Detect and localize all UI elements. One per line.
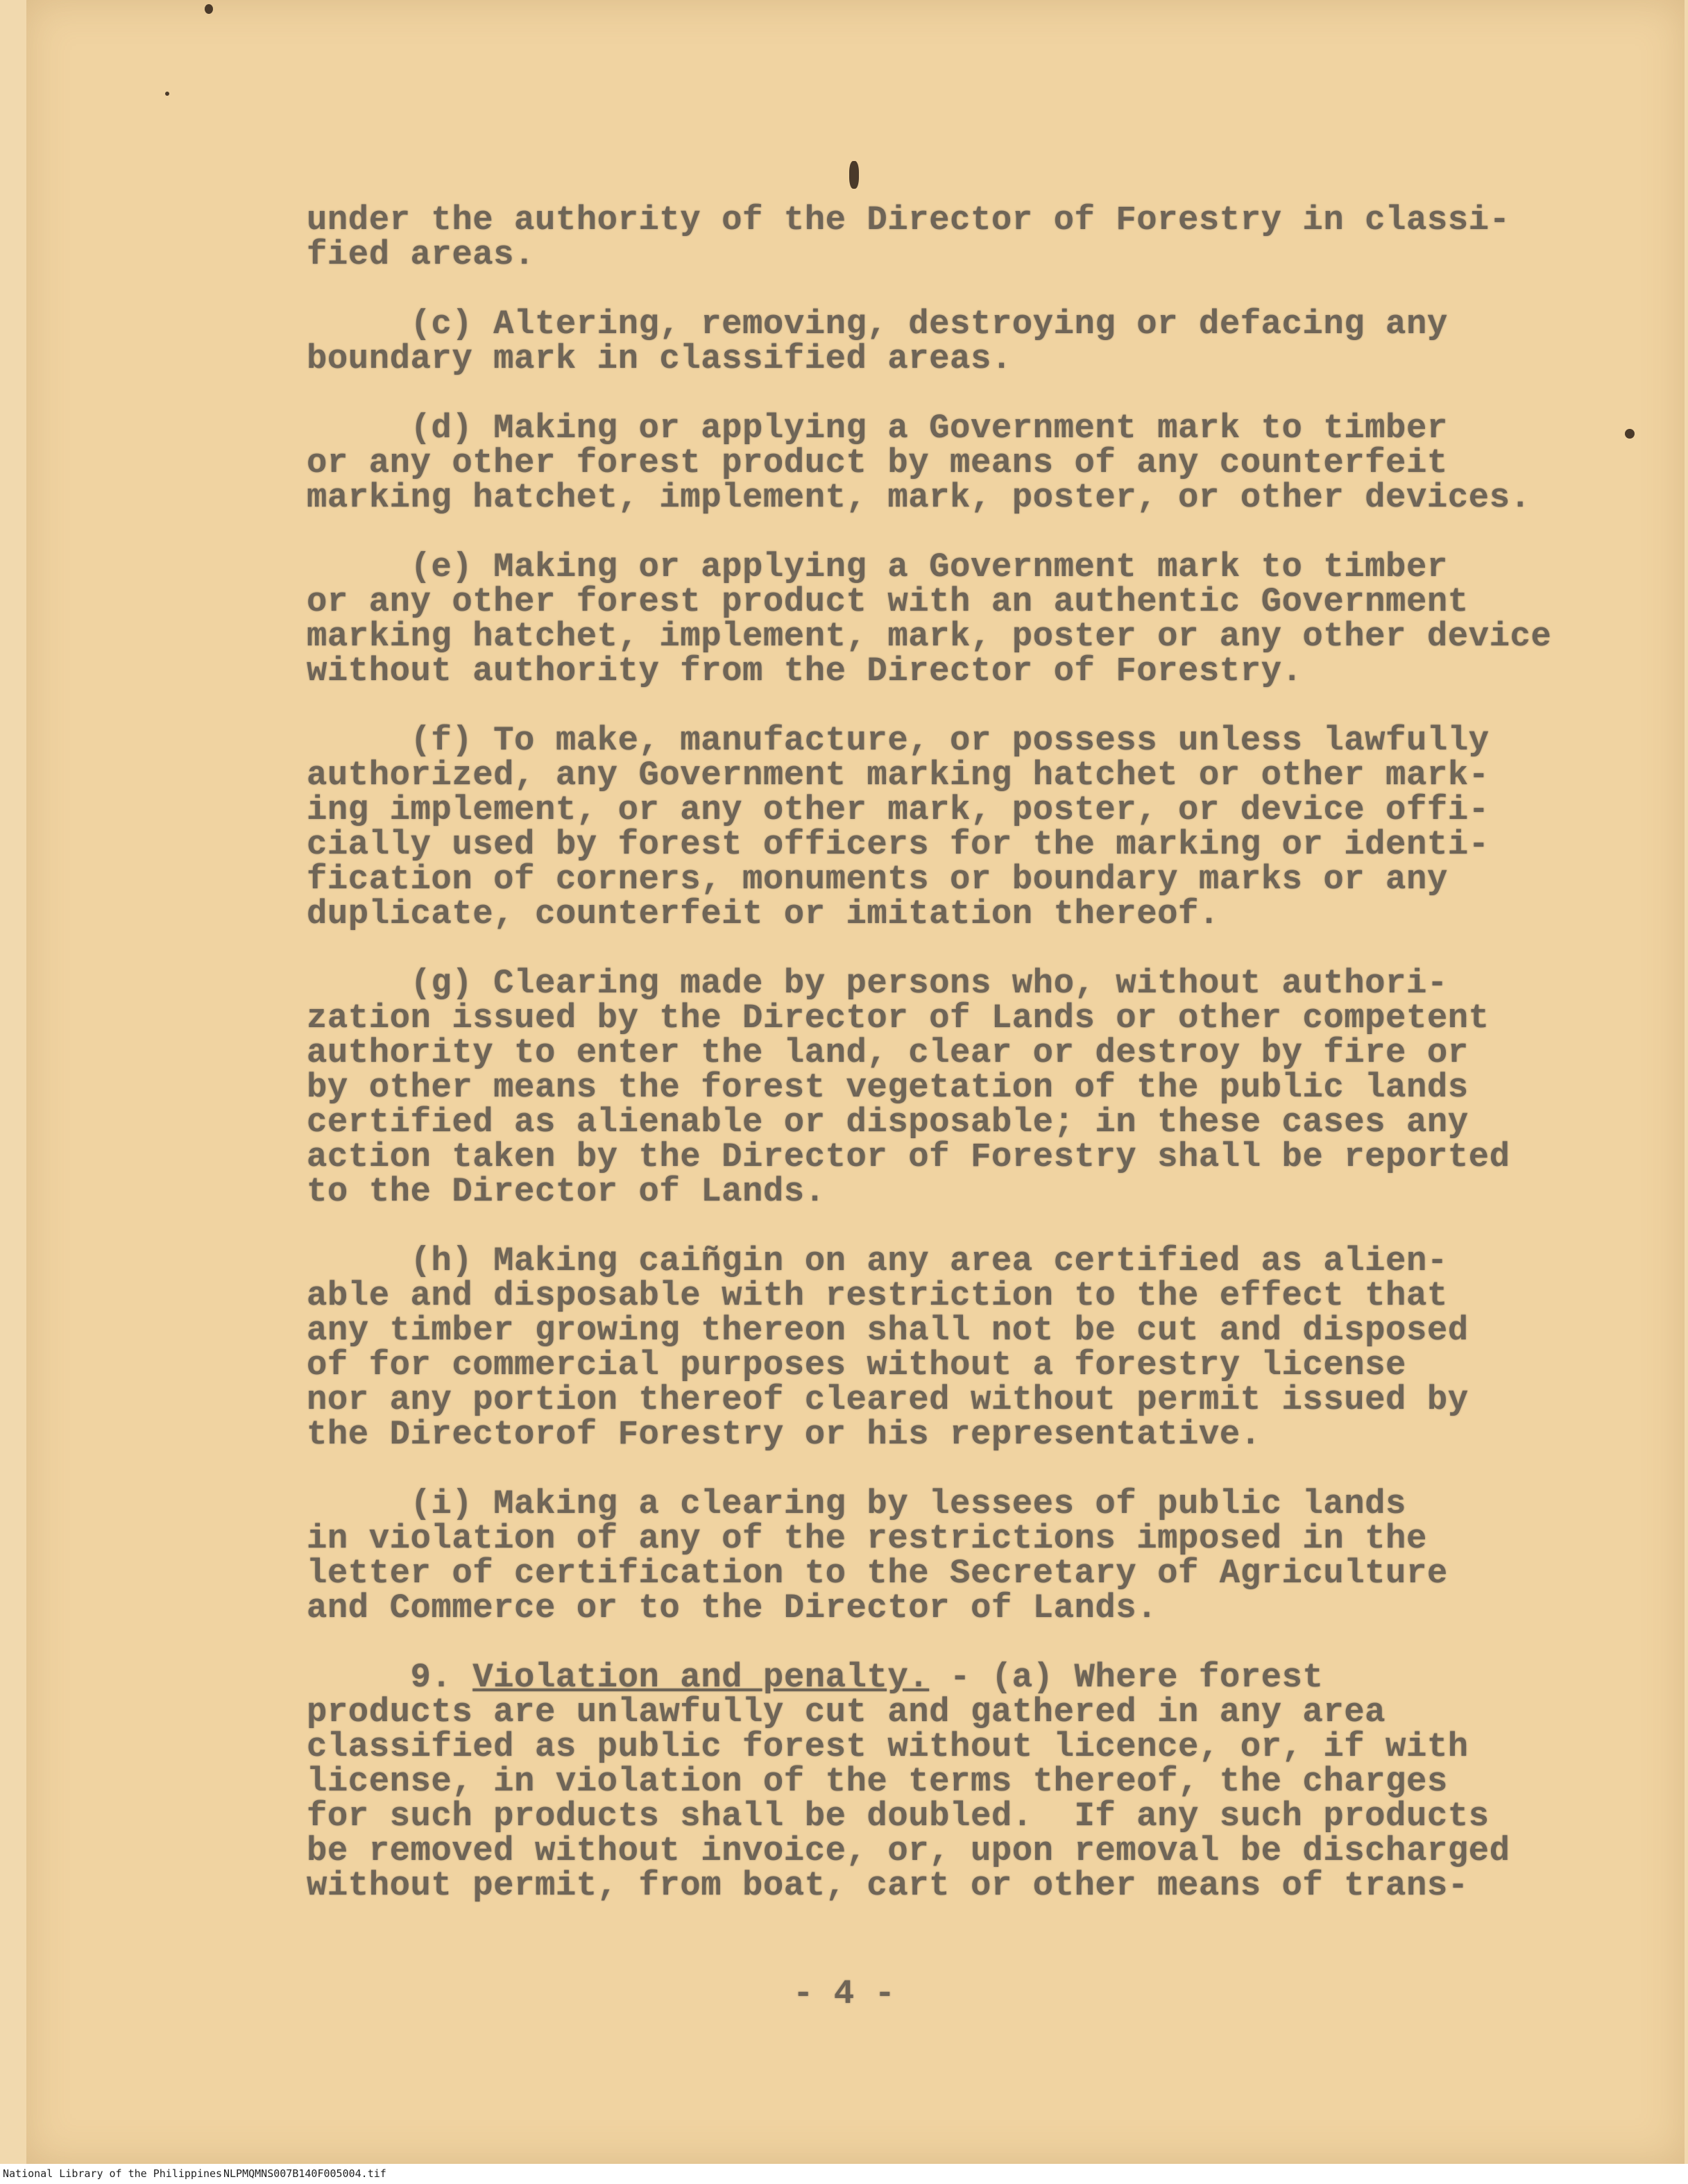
ink-speck [165, 92, 169, 96]
text-line: able and disposable with restriction to the effect that [307, 1276, 1448, 1315]
text-line: (h) Making caiñgin on any area certified as alien- [307, 1242, 1448, 1280]
text-line: without authority from the Director of Forestry. [307, 652, 1303, 691]
text-line: be removed without invoice, or, upon removal be discharged [307, 1831, 1510, 1870]
library-credit: National Library of the Philippines [3, 2167, 223, 2180]
text-line: without permit, from boat, cart or other means of trans- [307, 1866, 1469, 1905]
text-line: cially used by forest officers for the marking or identi- [307, 825, 1490, 864]
file-identifier: NLPMQMNS007B140F005004.tif [223, 2167, 386, 2180]
section-9-paragraph [307, 1660, 1569, 1903]
text-line: (g) Clearing made by persons who, without authori- [307, 964, 1448, 1003]
document-body [307, 203, 1569, 1938]
text-line: nor any portion thereof cleared without permit issued by [307, 1380, 1469, 1419]
paragraph [307, 966, 1569, 1209]
text-line: (i) Making a clearing by lessees of public lands [307, 1484, 1406, 1523]
text-line: under the authority of the Director of Forestry in classi- [307, 201, 1510, 239]
text-line: marking hatchet, implement, mark, poster or any other device [307, 617, 1552, 656]
ink-speck [849, 161, 859, 189]
section-number: 9. [307, 1658, 473, 1697]
paragraph [307, 1484, 1569, 1627]
text-line: to the Director of Lands. [307, 1172, 826, 1211]
text-line: zation issued by the Director of Lands or other competent [307, 999, 1490, 1038]
text-line: authority to enter the land, clear or destroy by fire or [307, 1033, 1469, 1072]
text-line: letter of certification to the Secretary of Agriculture [307, 1554, 1448, 1593]
text-line: classified as public forest without licence, or, if with [307, 1727, 1469, 1766]
text-line: duplicate, counterfeit or imitation thereof. [307, 895, 1220, 933]
text-line: authorized, any Government marking hatchet or other mark- [307, 756, 1490, 795]
text-line: for such products shall be doubled. If any such products [307, 1797, 1490, 1836]
text-line: by other means the forest vegetation of the public lands [307, 1068, 1469, 1107]
text-line: action taken by the Director of Forestry shall be reported [307, 1137, 1510, 1176]
text-line: fication of corners, monuments or boundary marks or any [307, 860, 1448, 899]
paragraph [307, 307, 1569, 376]
text-line: the Directorof Forestry or his representative. [307, 1415, 1261, 1454]
paragraph [307, 1244, 1569, 1452]
text-line: in violation of any of the restrictions imposed in the [307, 1519, 1427, 1558]
page-number: - 4 - [792, 1974, 896, 2013]
paragraph [307, 548, 1569, 691]
paragraph [307, 411, 1569, 515]
text-line: (c) Altering, removing, destroying or defacing any [307, 305, 1448, 344]
text-line: (f) To make, manufacture, or possess unless lawfully [307, 721, 1490, 760]
paragraph [307, 203, 1569, 272]
ink-speck [205, 4, 213, 14]
text-line: boundary mark in classified areas. [307, 339, 1012, 378]
text-line: and Commerce or to the Director of Lands. [307, 1589, 1158, 1627]
text-line: of for commercial purposes without a forestry license [307, 1346, 1406, 1385]
text-line: ing implement, or any other mark, poster, or device offi- [307, 790, 1490, 829]
text-line: (e) Making or applying a Government mark to timber [307, 548, 1448, 586]
text-line: fied areas. [307, 235, 535, 274]
scan-footer [0, 2164, 1688, 2184]
text-line: any timber growing thereon shall not be cut and disposed [307, 1311, 1469, 1350]
text-line: or any other forest product with an authentic Government [307, 582, 1469, 621]
text-line: products are unlawfully cut and gathered in any area [307, 1693, 1386, 1732]
section-heading: Violation and penalty. [472, 1658, 930, 1697]
text-run: - (a) Where forest [929, 1658, 1324, 1697]
ink-speck [1625, 429, 1635, 439]
text-line: marking hatchet, implement, mark, poster, or other devices. [307, 478, 1531, 517]
text-line: or any other forest product by means of any counterfeit [307, 443, 1448, 482]
paragraph [307, 723, 1569, 931]
text-line: certified as alienable or disposable; in these cases any [307, 1103, 1469, 1142]
text-line: (d) Making or applying a Government mark to timber [307, 409, 1448, 448]
text-line [307, 1660, 1569, 1695]
text-line: license, in violation of the terms thereof, the charges [307, 1762, 1448, 1801]
